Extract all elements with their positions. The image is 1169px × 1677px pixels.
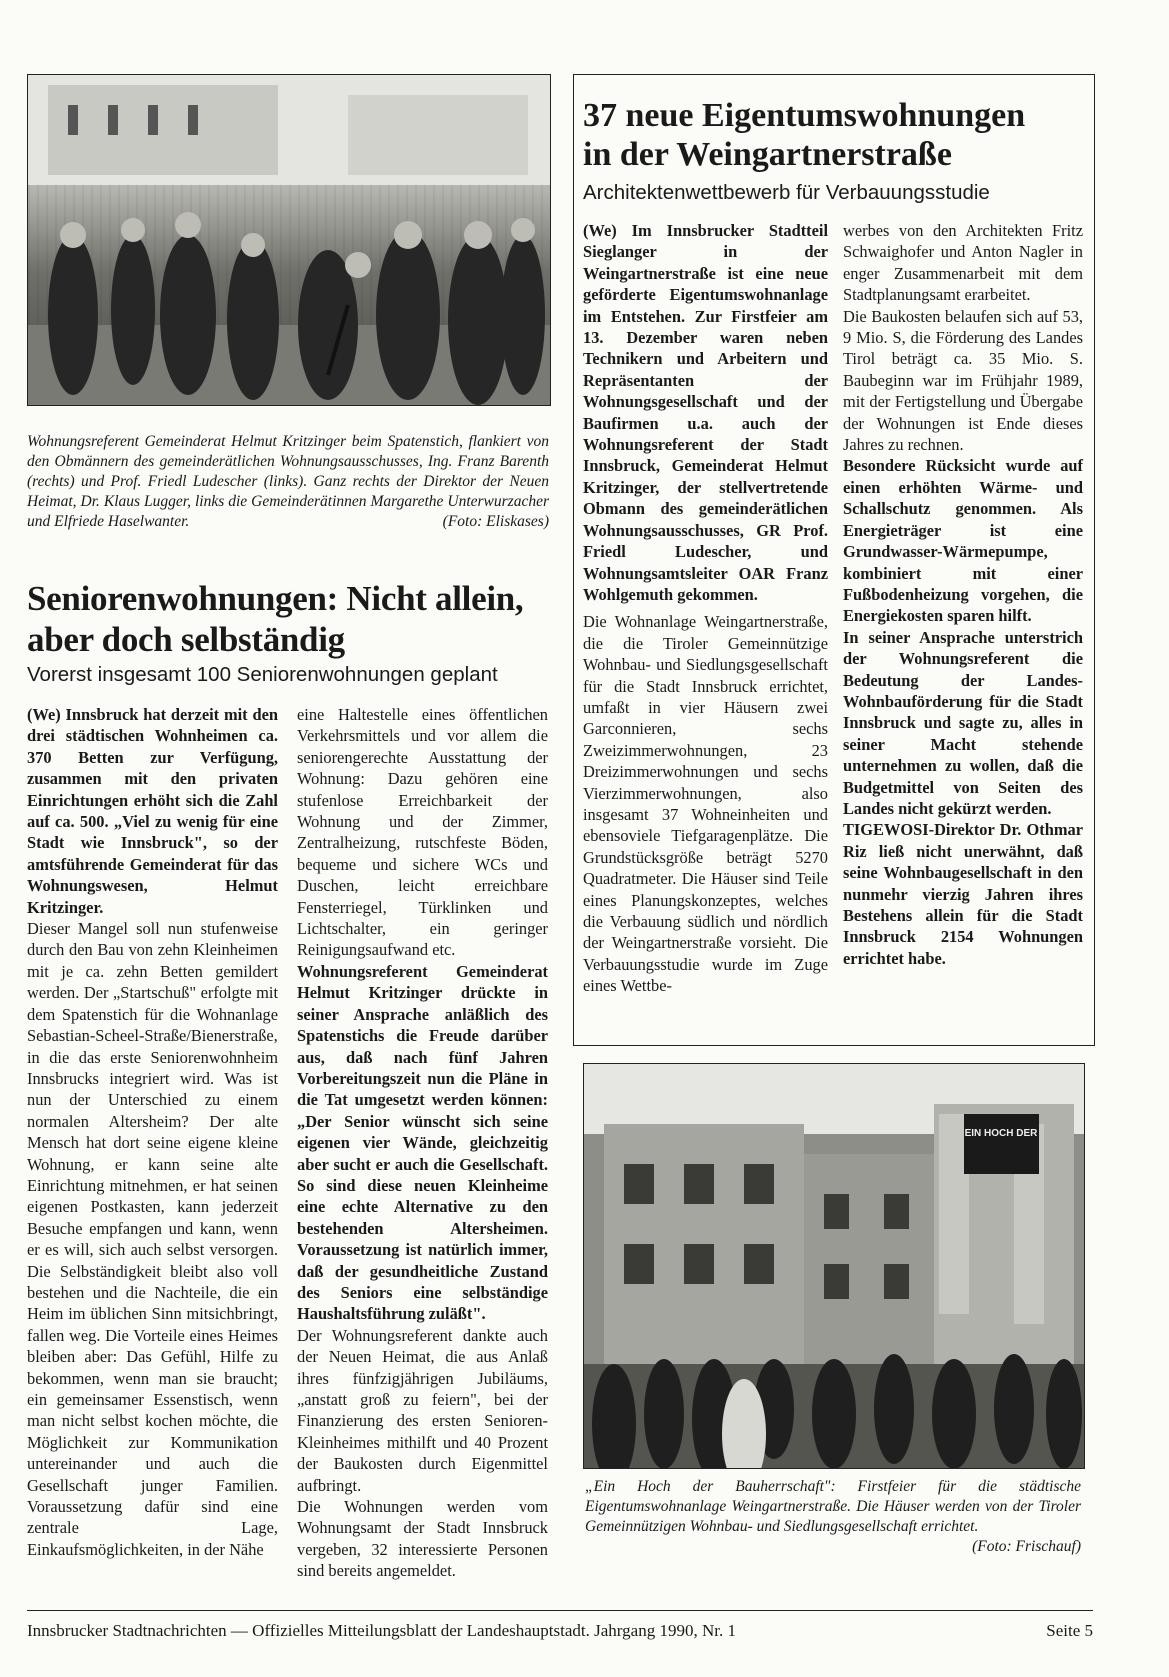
weingartner-column-1	[583, 220, 828, 997]
topping-out-photo	[583, 1063, 1085, 1469]
senior-lead: (We) Innsbruck hat derzeit mit den drei städtischen Wohnheimen ca. 370 Betten zur Verfügung, zusammen mit den privaten Einrichtungen erhöht sich die Zahl auf ca. 500. „Viel zu wenig für eine Stadt wie Innsbruck", so der amtsführende Gemeinderat für das Wohnungswesen, Helmut Kritzinger.	[27, 705, 278, 917]
senior-headline: Seniorenwohnungen: Nicht allein, aber doch selbständig	[27, 579, 524, 659]
senior-body-3: Der Wohnungsreferent dankte auch der Neuen Heimat, die aus Anlaß ihres fünfzigjährigen Jubiläums, „anstatt groß zu feiern", bei der Finanzierung des ersten Senioren-Kleinheimes mithilft und 40 Prozent der Baukosten durch Eigenmittel aufbringt.	[297, 1325, 548, 1495]
weingartner-bold-3: TIGEWOSI-Direktor Dr. Othmar Riz ließ nicht unerwähnt, daß seine Wohnbaugesellschaft in den nunmehr vierzig Jahren ihres Bestehens allein für die Stadt Innsbruck 2154 Wohnungen errichtet habe.	[843, 820, 1083, 968]
weingartner-body-1: Die Wohnanlage Weingartnerstraße, die die Tiroler Gemeinnützige Wohnbau- und Siedlungsgesellschaft für die Stadt Innsbruck errichtet, umfaßt in vier Häusern zwei Garconnieren, sechs Zweizimmerwohnungen, 23 Dreizimmerwohnungen und sechs Vierzimmerwohnungen, also insgesamt 37 Wohneinheiten und ebensoviele Tiefgaragenplätze. Die Grundstücksgröße beträgt 5270 Quadratmeter. Die Häuser sind Teile eines Planungskonzeptes, welches die Verbauung südlich und nördlich der Weingartnerstraße vorsieht. Die Verbauungsstudie wurde im Zuge eines Wettbe-	[583, 612, 828, 996]
senior-quote: Wohnungsreferent Gemeinderat Helmut Kritzinger drückte in seiner Ansprache anläßlich des Spatenstichs die Freude darüber aus, daß nach fünf Jahren Vorbereitungszeit nun die Pläne in die Tat umgesetzt werden können: „Der Senior wünscht sich seine eigenen vier Wände, gleichzeitig aber sucht er auch die Gesellschaft. So sind diese neuen Kleinheime eine echte Alternative zu den bestehenden Altersheimen. Voraussetzung ist natürlich immer, daß der gesundheitliche Zustand des Seniors eine selbständige Haushaltsführung zuläßt".	[297, 961, 548, 1324]
photo-banner-text: EIN HOCH DER	[964, 1128, 1038, 1139]
page-number: Seite 5	[1046, 1621, 1093, 1640]
footer-rule	[27, 1610, 1093, 1611]
headline-line-2: in der Weingartnerstraße	[583, 136, 952, 173]
weingartner-bold-2: In seiner Ansprache unterstrich der Wohnungsreferent die Bedeutung der Landes-Wohnbauförderung für die Stadt Innsbruck und sagte zu, alles in seiner Macht stehende unternehmen zu wollen, daß die Budgetmittel von Seiten des Landes nicht gekürzt werden.	[843, 627, 1083, 818]
topping-out-caption	[585, 1477, 1081, 1557]
footer-publication: Innsbrucker Stadtnachrichten — Offizielles Mitteilungsblatt der Landeshauptstadt. Jahrgang 1990, Nr. 1	[27, 1621, 736, 1640]
senior-body-4: Die Wohnungen werden vom Wohnungsamt der Stadt Innsbruck vergeben, 32 interessierte Personen sind bereits angemeldet.	[297, 1497, 548, 1581]
senior-body-2: eine Haltestelle eines öffentlichen Verkehrsmittels und vor allem die seniorengerechte Ausstattung der Wohnung: Dazu gehören eine stufenlose Erreichbarkeit der Wohnung und der Zimmer, Zentralheizung, rutschfeste Böden, bequeme und sichere WCs und Duschen, leicht erreichbare Fensterriegel, Türklinken und Lichtschalter, ein geringer Reinigungsaufwand etc.	[297, 705, 548, 960]
caption-text: „Ein Hoch der Bauherrschaft": Firstfeier für die städtische Eigentumswohnanlage Weingartnerstraße. Die Häuser werden von der Tiroler Gemeinnützigen Wohnbau- und Siedlungsgesellschaft errichtet.	[585, 1478, 1081, 1535]
senior-column-2	[297, 704, 548, 1582]
headline-line-1: 37 neue Eigentumswohnungen	[583, 97, 1026, 134]
senior-body-1: Dieser Mangel soll nun stufenweise durch den Bau von zehn Kleinheimen mit je ca. zehn Betten gemildert werden. Der „Startschuß" erfolgte mit dem Spatenstich für die Wohnanlage Sebastian-Scheel-Straße/Bienerstraße, in die das erste Seniorenwohnheim Innsbrucks integriert wird. Was ist nun der Unterschied zu einem normalen Altersheim? Der alte Mensch hat dort seine eigene kleine Wohnung, er kann seine alte Einrichtung mitnehmen, er hat seinen eigenen Postkasten, kann jederzeit Besuche empfangen und kann, wenn er es will, sich auch selbst versorgen. Die Selbständigkeit bleibt also voll bestehen und die Nachteile, die ein Heim im üblichen Sinn mitsichbringt, fallen weg. Die Vorteile eines Heimes bleiben aber: Das Gefühl, Hilfe zu bekommen, wenn man sie braucht; ein gemeinsamer Essenstisch, wenn man nicht selbst kochen möchte, die Möglichkeit zur Kommunikation untereinander und auch die Gesellschaft junger Familien. Voraussetzung dafür sind eine zentrale Lage, Einkaufsmöglichkeiten, in der Nähe	[27, 919, 278, 1559]
groundbreaking-caption	[27, 432, 549, 532]
weingartner-lead: (We) Im Innsbrucker Stadtteil Sieglanger in der Weingartnerstraße ist eine neue geförderte Eigentumswohnanlage im Entstehen. Zur Firstfeier am 13. Dezember waren neben Technikern und Arbeitern und Repräsentanten der Wohnungsgesellschaft und der Baufirmen u.a. auch der Wohnungsreferent der Stadt Innsbruck, Gemeinderat Helmut Kritzinger, der stellvertretende Obmann des gemeinderätlichen Wohnungsausschusses, GR Prof. Friedl Ludescher, und Wohnungsamtsleiter OAR Franz Wohlgemuth gekommen.	[583, 221, 828, 604]
weingartner-body-2: werbes von den Architekten Fritz Schwaighofer und Anton Nagler in enger Zusammenarbeit mit dem Stadtplanungsamt erarbeitet.	[843, 221, 1083, 305]
weingartner-column-2	[843, 220, 1083, 969]
weingartner-bold-1: Besondere Rücksicht wurde auf einen erhöhten Wärme- und Schallschutz genommen. Als Energieträger ist eine Grundwasser-Wärmepumpe, kombiniert mit einer Fußbodenheizung vorgehen, die Energiekosten sparen hilft.	[843, 456, 1083, 626]
weingartner-headline	[583, 96, 1083, 174]
groundbreaking-photo	[27, 74, 551, 406]
photo-credit: (Foto: Frischauf)	[972, 1538, 1081, 1555]
weingartner-body-3: Die Baukosten belaufen sich auf 53, 9 Mio. S, die Förderung des Landes Tirol beträgt ca. 35 Mio. S. Baubeginn war im Frühjahr 1989, mit der Fertigstellung und Übergabe der Wohnungen ist Ende dieses Jahres zu rechnen.	[843, 306, 1083, 455]
photo-credit: (Foto: Eliskases)	[442, 513, 549, 530]
senior-column-1	[27, 704, 278, 1560]
caption-text: Wohnungsreferent Gemeinderat Helmut Kritzinger beim Spatenstich, flankiert von den Obmännern des gemeinderätlichen Wohnungsausschusses, Ing. Franz Barenth (rechts) und Prof. Friedl Ludescher (links). Ganz rechts der Direktor der Neuen Heimat, Dr. Klaus Lugger, links die Gemeinderätinnen Margarethe Unterwurzacher und Elfriede Haselwanter.	[27, 433, 549, 530]
weingartner-subheadline: Architektenwettbewerb für Verbauungsstudie	[583, 181, 990, 204]
senior-subheadline: Vorerst insgesamt 100 Seniorenwohnungen geplant	[27, 663, 498, 686]
